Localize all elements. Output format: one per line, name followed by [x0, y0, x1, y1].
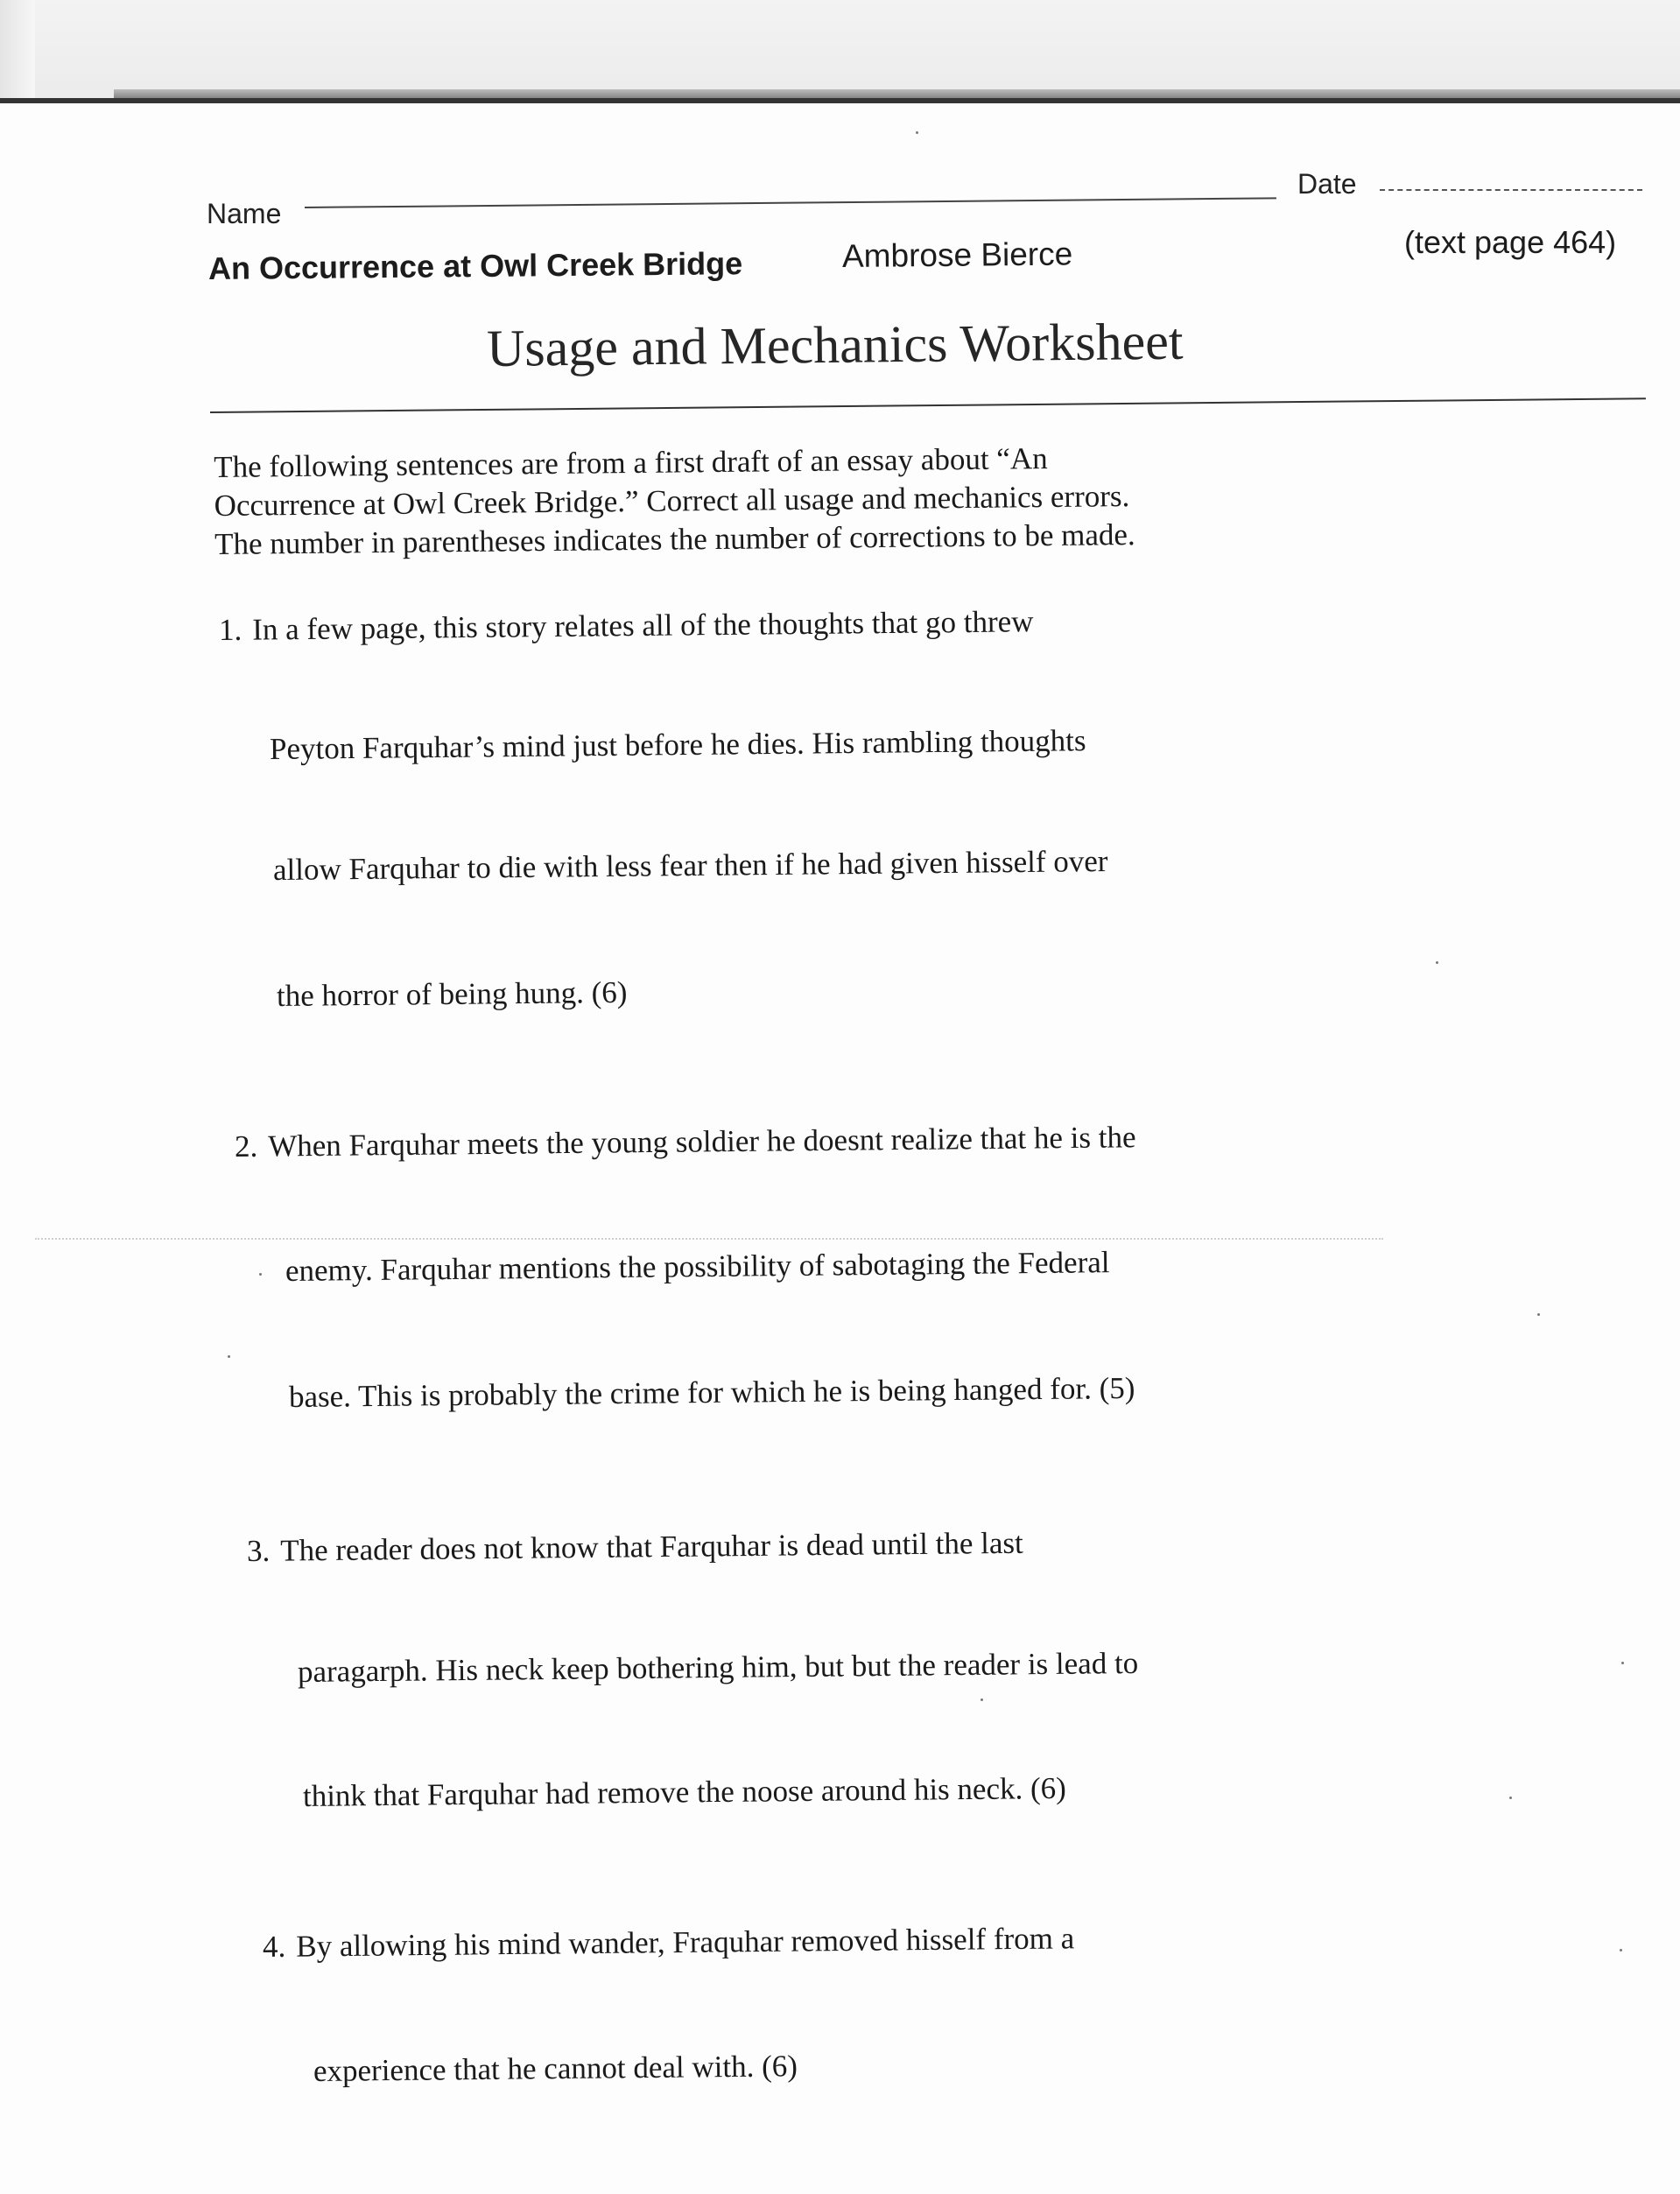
instruction-line: The following sentences are from a first draft of an essay about “An	[214, 441, 1048, 484]
scan-speck	[916, 131, 918, 134]
scan-speck	[1620, 1949, 1622, 1951]
scan-artifact-dotted-line	[35, 1238, 1383, 1240]
worksheet-title: Usage and Mechanics Worksheet	[486, 312, 1184, 377]
item-1-line-3: allow Farquhar to die with less fear then if he had given hisself over	[272, 844, 1108, 887]
story-title: An Occurrence at Owl Creek Bridge	[207, 245, 743, 286]
text-page-reference: (text page 464)	[1404, 224, 1617, 260]
name-label: Name	[207, 198, 282, 229]
item-4-line-2: experience that he cannot deal with. (6)	[313, 2049, 798, 2088]
instruction-line: The number in parentheses indicates the number of corrections to be made.	[214, 517, 1135, 561]
date-label: Date	[1297, 168, 1357, 200]
instructions	[214, 436, 1423, 564]
item-2-line-2: enemy. Farquhar mentions the possibility of sabotaging the Federal	[285, 1245, 1110, 1288]
date-fill-line	[1380, 189, 1642, 191]
scan-speck	[228, 1355, 230, 1358]
item-1-line-4: the horror of being hung. (6)	[276, 974, 628, 1013]
scan-speck	[981, 1698, 983, 1701]
item-2-line-3: base. This is probably the crime for which he is being hanged for. (5)	[288, 1370, 1135, 1414]
sentence-text: The reader does not know that Farquhar is dead until the last	[280, 1525, 1023, 1568]
sentence-text: When Farquhar meets the young soldier he doesnt realize that he is the	[268, 1120, 1136, 1164]
item-number: 4.	[262, 1929, 286, 1964]
item-1-line-2: Peyton Farquhar’s mind just before he dies. His rambling thoughts	[269, 723, 1086, 766]
scan-speck	[1436, 961, 1438, 964]
item-number: 3.	[246, 1533, 271, 1568]
item-3-line-2: paragarph. His neck keep bothering him, but but the reader is lead to	[297, 1645, 1139, 1689]
scan-speck	[1621, 1662, 1624, 1664]
instruction-line: Occurrence at Owl Creek Bridge.” Correct all usage and mechanics errors.	[214, 479, 1130, 523]
sentence-text: In a few page, this story relates all of the thoughts that go threw	[252, 604, 1034, 647]
item-3-line-3: think that Farquhar had remove the noose around his neck. (6)	[302, 1770, 1066, 1813]
scan-speck	[1537, 1313, 1540, 1316]
scanner-background	[0, 0, 1680, 103]
scan-speck	[1509, 1797, 1512, 1799]
story-author: Ambrose Bierce	[841, 236, 1073, 274]
item-number: 2.	[234, 1129, 258, 1164]
scan-speck	[259, 1273, 262, 1276]
item-number: 1.	[218, 612, 243, 647]
sentence-text: By allowing his mind wander, Fraquhar removed hisself from a	[296, 1921, 1075, 1964]
